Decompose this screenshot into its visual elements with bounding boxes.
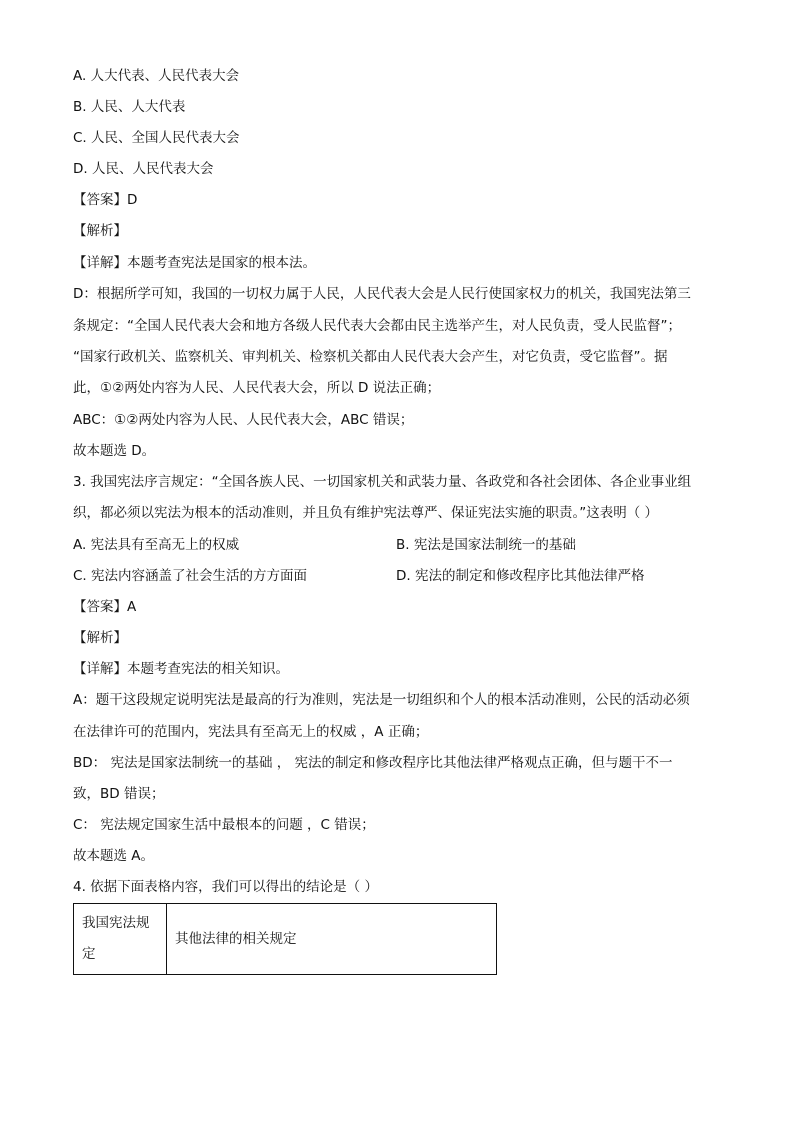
explanation-line: 条规定：“全国人民代表大会和地方各级人民代表大会都由民主选举产生，对人民负责，受人民监督”； [73, 318, 681, 334]
explanation-line: 此，①②两处内容为人民、人民代表大会，所以 D 说法正确； [73, 380, 441, 396]
conclusion-line: 故本题选 A。 [73, 848, 155, 864]
option-b: B. 宪法是国家法制统一的基础 [396, 537, 576, 553]
option-c: C. 宪法内容涵盖了社会生活的方方面面 [73, 568, 308, 584]
explanation-line: C： 宪法规定国家生活中最根本的问题 ，C 错误； [73, 817, 375, 833]
question-stem: 3. 我国宪法序言规定：“全国各族人民、一切国家机关和武装力量、各政党和各社会团体、各企业事业组 [73, 474, 692, 490]
option-d: D. 宪法的制定和修改程序比其他法律严格 [396, 568, 645, 584]
comparison-table [73, 903, 497, 975]
table-row [74, 904, 497, 975]
explanation-line: BD： 宪法是国家法制统一的基础 ， 宪法的制定和修改程序比其他法律严格观点正确，但与题干不一 [73, 755, 673, 771]
conclusion-line: 故本题选 D。 [73, 443, 156, 459]
explanation-line: “国家行政机关、监察机关、审判机关、检察机关都由人民代表大会产生，对它负责，受它监督”。据 [73, 349, 668, 365]
option-d: D. 人民、人民代表大会 [73, 161, 214, 177]
explanation-line: 致，BD 错误； [73, 786, 165, 802]
explanation-line: 在法律许可的范围内，宪法具有至高无上的权威 ，A 正确； [73, 724, 429, 740]
answer-label: 【答案】A [73, 599, 137, 615]
option-b: B. 人民、人大代表 [73, 99, 186, 115]
explanation-line: A：题干这段规定说明宪法是最高的行为准则，宪法是一切组织和个人的根本活动准则，公民的活动必须 [73, 692, 690, 708]
option-c: C. 人民、全国人民代表大会 [73, 130, 240, 146]
question-stem: 4. 依据下面表格内容，我们可以得出的结论是（ ） [73, 879, 378, 895]
explanation-line: ABC：①②两处内容为人民、人民代表大会，ABC 错误； [73, 412, 414, 428]
explanation-line: D：根据所学可知，我国的一切权力属于人民，人民代表大会是人民行使国家权力的机关，我国宪法第三 [73, 286, 691, 302]
table-cell-other-laws: 其他法律的相关规定 [167, 904, 497, 975]
table-cell-constitution: 我国宪法规定 [74, 904, 167, 975]
detail-heading: 【详解】本题考查宪法是国家的根本法。 [73, 255, 316, 271]
analysis-label: 【解析】 [73, 630, 127, 646]
option-a: A. 人大代表、人民代表大会 [73, 68, 240, 84]
question-stem: 织，都必须以宪法为根本的活动准则，并且负有维护宪法尊严、保证宪法实施的职责。”这表明（ ） [73, 505, 659, 521]
answer-label: 【答案】D [73, 192, 138, 208]
analysis-label: 【解析】 [73, 223, 127, 239]
detail-heading: 【详解】本题考查宪法的相关知识。 [73, 661, 289, 677]
option-a: A. 宪法具有至高无上的权威 [73, 537, 240, 553]
